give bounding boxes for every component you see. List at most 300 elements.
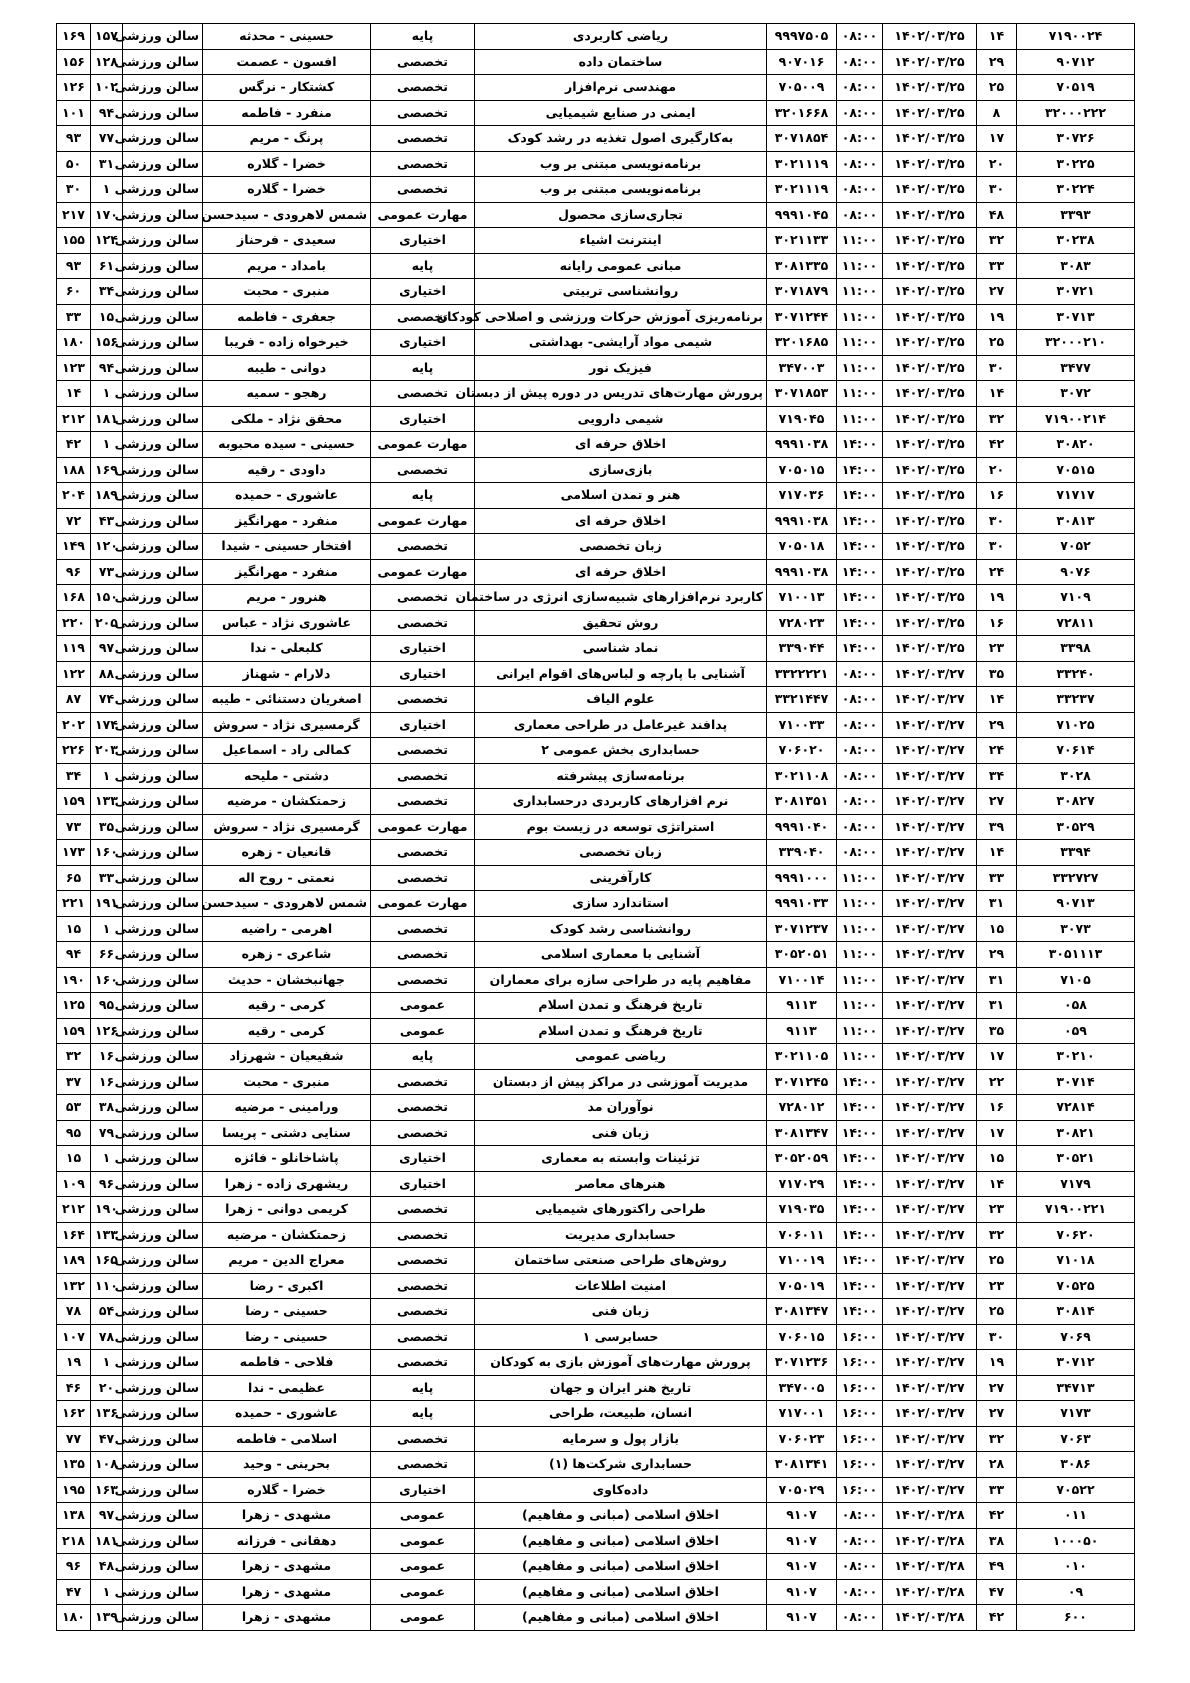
exam-hall-cell: سالن ورزشی [123, 967, 203, 993]
seat-end-cell: ۱۶۴ [57, 1222, 91, 1248]
course-type-cell: اختیاری [371, 330, 475, 356]
student-count-cell: ۸ [977, 100, 1017, 126]
course-title-cell: اینترنت اشیاء [475, 228, 767, 254]
exam-date-cell: ۱۴۰۲/۰۳/۲۵ [883, 304, 977, 330]
exam-time-cell: ۰۸:۰۰ [837, 126, 883, 152]
exam-hall-cell: سالن ورزشی [123, 916, 203, 942]
instructor-cell: معراج الدین - مریم [203, 1248, 371, 1274]
exam-hall-cell: سالن ورزشی [123, 661, 203, 687]
group-code-cell: ۷۰۶۲۰ [1017, 1222, 1135, 1248]
course-code-cell: ۷۰۶۰۱۵ [767, 1324, 837, 1350]
exam-hall-cell: سالن ورزشی [123, 49, 203, 75]
seat-end-cell: ۲۱۲ [57, 406, 91, 432]
group-code-cell: ۳۰۷۱۲ [1017, 1350, 1135, 1376]
course-type-cell: تخصصی [371, 1095, 475, 1121]
group-code-cell: ۳۰۲۳۸ [1017, 228, 1135, 254]
instructor-cell: عظیمی - ندا [203, 1375, 371, 1401]
exam-time-cell: ۱۱:۰۰ [837, 891, 883, 917]
exam-date-cell: ۱۴۰۲/۰۳/۲۷ [883, 993, 977, 1019]
student-count-cell: ۴۲ [977, 432, 1017, 458]
course-code-cell: ۳۰۸۱۳۴۷ [767, 1299, 837, 1325]
course-code-cell: ۳۰۷۱۲۳۷ [767, 916, 837, 942]
seat-end-cell: ۹۴ [57, 942, 91, 968]
group-code-cell: ۹۰۷۱۲ [1017, 49, 1135, 75]
exam-date-cell: ۱۴۰۲/۰۳/۲۷ [883, 1350, 977, 1376]
seat-end-cell: ۱۳۸ [57, 1503, 91, 1529]
seat-start-cell: ۱۲۰ [91, 534, 123, 560]
exam-date-cell: ۱۴۰۲/۰۳/۲۵ [883, 534, 977, 560]
course-code-cell: ۹۱۰۷ [767, 1579, 837, 1605]
seat-start-cell: ۵۴ [91, 1299, 123, 1325]
group-code-cell: ۷۱۹۰۰۲۱۴ [1017, 406, 1135, 432]
exam-schedule-table [56, 23, 1135, 1631]
instructor-cell: شمس لاهرودی - سیدحسن [203, 202, 371, 228]
seat-end-cell: ۱۲۶ [57, 75, 91, 101]
course-type-cell: تخصصی [371, 1350, 475, 1376]
instructor-cell: مشهدی - زهرا [203, 1579, 371, 1605]
course-title-cell: آشنایی با پارچه و لباس‌های اقوام ایرانی [475, 661, 767, 687]
exam-date-cell: ۱۴۰۲/۰۳/۲۷ [883, 712, 977, 738]
instructor-cell: اصغریان دستنائی - طیبه [203, 687, 371, 713]
course-type-cell: مهارت عمومی [371, 202, 475, 228]
course-code-cell: ۳۲۰۱۶۶۸ [767, 100, 837, 126]
course-type-cell: تخصصی [371, 1069, 475, 1095]
course-type-cell: تخصصی [371, 126, 475, 152]
exam-time-cell: ۰۸:۰۰ [837, 100, 883, 126]
course-type-cell: تخصصی [371, 100, 475, 126]
table-row [57, 636, 1135, 662]
student-count-cell: ۳۰ [977, 177, 1017, 203]
seat-end-cell: ۱۴۹ [57, 534, 91, 560]
exam-date-cell: ۱۴۰۲/۰۳/۲۵ [883, 279, 977, 305]
exam-hall-cell: سالن ورزشی [123, 1018, 203, 1044]
exam-date-cell: ۱۴۰۲/۰۳/۲۷ [883, 1273, 977, 1299]
student-count-cell: ۲۹ [977, 49, 1017, 75]
exam-date-cell: ۱۴۰۲/۰۳/۲۵ [883, 202, 977, 228]
course-code-cell: ۷۰۶۰۲۰ [767, 738, 837, 764]
course-title-cell: ریاضی کاربردی [475, 24, 767, 50]
course-title-cell: انسان، طبیعت، طراحی [475, 1401, 767, 1427]
seat-end-cell: ۱۶۹ [57, 24, 91, 50]
course-title-cell: پدافند غیرعامل در طراحی معماری [475, 712, 767, 738]
group-code-cell: ۳۳۹۸ [1017, 636, 1135, 662]
instructor-cell: حسینی - محدثه [203, 24, 371, 50]
exam-hall-cell: سالن ورزشی [123, 304, 203, 330]
seat-end-cell: ۳۷ [57, 1069, 91, 1095]
seat-end-cell: ۱۸۰ [57, 1605, 91, 1631]
exam-hall-cell: سالن ورزشی [123, 1069, 203, 1095]
instructor-cell: مشهدی - زهرا [203, 1503, 371, 1529]
instructor-cell: گرمسیری نژاد - سروش [203, 712, 371, 738]
seat-start-cell: ۸۸ [91, 661, 123, 687]
course-code-cell: ۹۹۹۱۰۴۰ [767, 814, 837, 840]
instructor-cell: خضرا - گلاره [203, 1477, 371, 1503]
table-row [57, 49, 1135, 75]
seat-start-cell: ۱۲۸ [91, 49, 123, 75]
seat-end-cell: ۱۰۷ [57, 1324, 91, 1350]
student-count-cell: ۱۶ [977, 483, 1017, 509]
course-type-cell: اختیاری [371, 406, 475, 432]
student-count-cell: ۱۴ [977, 1171, 1017, 1197]
seat-end-cell: ۵۰ [57, 151, 91, 177]
group-code-cell: ۳۰۸۶ [1017, 1452, 1135, 1478]
course-title-cell: هنر و تمدن اسلامی [475, 483, 767, 509]
exam-date-cell: ۱۴۰۲/۰۳/۲۵ [883, 24, 977, 50]
course-title-cell: اخلاق اسلامی (مبانی و مفاهیم) [475, 1528, 767, 1554]
exam-date-cell: ۱۴۰۲/۰۳/۲۷ [883, 916, 977, 942]
course-title-cell: روانشناسی رشد کودک [475, 916, 767, 942]
exam-time-cell: ۰۸:۰۰ [837, 738, 883, 764]
exam-hall-cell: سالن ورزشی [123, 1503, 203, 1529]
exam-date-cell: ۱۴۰۲/۰۳/۲۸ [883, 1605, 977, 1631]
table-row [57, 1324, 1135, 1350]
table-row [57, 483, 1135, 509]
instructor-cell: زحمتکشان - مرضیه [203, 789, 371, 815]
student-count-cell: ۳۲ [977, 1426, 1017, 1452]
exam-time-cell: ۰۸:۰۰ [837, 75, 883, 101]
student-count-cell: ۱۴ [977, 381, 1017, 407]
course-title-cell: تاریخ فرهنگ و تمدن اسلام [475, 993, 767, 1019]
table-row [57, 406, 1135, 432]
seat-start-cell: ۱۲۴ [91, 228, 123, 254]
seat-start-cell: ۱۶۳ [91, 1477, 123, 1503]
seat-start-cell: ۱۷۰ [91, 202, 123, 228]
seat-end-cell: ۱۵ [57, 916, 91, 942]
group-code-cell: ۳۳۲۴۰ [1017, 661, 1135, 687]
course-title-cell: حسابداری شرکت‌ها (۱) [475, 1452, 767, 1478]
course-title-cell: استاندارد سازی [475, 891, 767, 917]
seat-end-cell: ۵۳ [57, 1095, 91, 1121]
table-row [57, 891, 1135, 917]
exam-date-cell: ۱۴۰۲/۰۳/۲۵ [883, 457, 977, 483]
instructor-cell: کرمی - رقیه [203, 1018, 371, 1044]
seat-end-cell: ۲۰۲ [57, 712, 91, 738]
group-code-cell: ۷۰۵۲۲ [1017, 1477, 1135, 1503]
exam-time-cell: ۱۱:۰۰ [837, 381, 883, 407]
course-code-cell: ۷۱۰۰۱۴ [767, 967, 837, 993]
course-code-cell: ۳۰۸۱۳۵۱ [767, 789, 837, 815]
course-type-cell: عمومی [371, 993, 475, 1019]
course-type-cell: اختیاری [371, 1146, 475, 1172]
table-row [57, 355, 1135, 381]
exam-time-cell: ۰۸:۰۰ [837, 661, 883, 687]
student-count-cell: ۳۰ [977, 355, 1017, 381]
instructor-cell: شفیعیان - شهرزاد [203, 1044, 371, 1070]
group-code-cell: ۰۵۸ [1017, 993, 1135, 1019]
seat-end-cell: ۱۹۰ [57, 967, 91, 993]
exam-time-cell: ۱۴:۰۰ [837, 1273, 883, 1299]
course-title-cell: روانشناسی تربیتی [475, 279, 767, 305]
course-code-cell: ۹۹۹۱۰۰۰ [767, 865, 837, 891]
student-count-cell: ۲۳ [977, 1197, 1017, 1223]
course-type-cell: تخصصی [371, 1248, 475, 1274]
exam-time-cell: ۰۸:۰۰ [837, 177, 883, 203]
course-type-cell: تخصصی [371, 49, 475, 75]
exam-time-cell: ۱۴:۰۰ [837, 534, 883, 560]
course-type-cell: تخصصی [371, 381, 475, 407]
exam-time-cell: ۱۱:۰۰ [837, 253, 883, 279]
exam-date-cell: ۱۴۰۲/۰۳/۲۷ [883, 1044, 977, 1070]
instructor-cell: عاشوری نژاد - عباس [203, 610, 371, 636]
student-count-cell: ۱۷ [977, 1120, 1017, 1146]
table-row [57, 1299, 1135, 1325]
table-row [57, 1120, 1135, 1146]
exam-date-cell: ۱۴۰۲/۰۳/۲۷ [883, 661, 977, 687]
exam-hall-cell: سالن ورزشی [123, 534, 203, 560]
seat-end-cell: ۲۲۶ [57, 738, 91, 764]
group-code-cell: ۹۰۷۶ [1017, 559, 1135, 585]
exam-time-cell: ۱۱:۰۰ [837, 993, 883, 1019]
course-title-cell: برنامه‌سازی پیشرفته [475, 763, 767, 789]
seat-end-cell: ۸۷ [57, 687, 91, 713]
group-code-cell: ۳۰۸۲۱ [1017, 1120, 1135, 1146]
exam-date-cell: ۱۴۰۲/۰۳/۲۷ [883, 763, 977, 789]
instructor-cell: منبری - محبت [203, 1069, 371, 1095]
course-code-cell: ۹۱۰۷ [767, 1554, 837, 1580]
course-code-cell: ۳۰۵۲۰۵۱ [767, 942, 837, 968]
exam-date-cell: ۱۴۰۲/۰۳/۲۵ [883, 636, 977, 662]
table-row [57, 228, 1135, 254]
table-row [57, 942, 1135, 968]
seat-end-cell: ۱۲۲ [57, 661, 91, 687]
course-code-cell: ۷۱۰۰۳۳ [767, 712, 837, 738]
seat-start-cell: ۱۰۲ [91, 75, 123, 101]
course-title-cell: مهندسی نرم‌افزار [475, 75, 767, 101]
table-row [57, 75, 1135, 101]
table-row [57, 1273, 1135, 1299]
group-code-cell: ۳۰۸۱۴ [1017, 1299, 1135, 1325]
exam-time-cell: ۱۶:۰۰ [837, 1401, 883, 1427]
course-code-cell: ۳۳۲۲۲۲۱ [767, 661, 837, 687]
instructor-cell: ورامینی - مرضیه [203, 1095, 371, 1121]
course-type-cell: پایه [371, 24, 475, 50]
seat-start-cell: ۷۳ [91, 559, 123, 585]
exam-hall-cell: سالن ورزشی [123, 177, 203, 203]
exam-hall-cell: سالن ورزشی [123, 406, 203, 432]
instructor-cell: زحمتکشان - مرضیه [203, 1222, 371, 1248]
exam-hall-cell: سالن ورزشی [123, 1375, 203, 1401]
course-type-cell: اختیاری [371, 1171, 475, 1197]
group-code-cell: ۳۰۸۳ [1017, 253, 1135, 279]
seat-end-cell: ۴۷ [57, 1579, 91, 1605]
student-count-cell: ۲۷ [977, 789, 1017, 815]
exam-date-cell: ۱۴۰۲/۰۳/۲۷ [883, 942, 977, 968]
course-type-cell: اختیاری [371, 712, 475, 738]
exam-time-cell: ۱۴:۰۰ [837, 559, 883, 585]
course-code-cell: ۷۰۶۰۲۳ [767, 1426, 837, 1452]
seat-start-cell: ۱۵۶ [91, 330, 123, 356]
exam-date-cell: ۱۴۰۲/۰۳/۲۵ [883, 610, 977, 636]
exam-hall-cell: سالن ورزشی [123, 457, 203, 483]
table-row [57, 1579, 1135, 1605]
instructor-cell: فلاحی - فاطمه [203, 1350, 371, 1376]
course-title-cell: شیمی دارویی [475, 406, 767, 432]
exam-date-cell: ۱۴۰۲/۰۳/۲۵ [883, 330, 977, 356]
instructor-cell: حسینی - سیده محبوبه [203, 432, 371, 458]
student-count-cell: ۲۴ [977, 559, 1017, 585]
seat-start-cell: ۱۸۱ [91, 1528, 123, 1554]
exam-date-cell: ۱۴۰۲/۰۳/۲۵ [883, 381, 977, 407]
exam-date-cell: ۱۴۰۲/۰۳/۲۷ [883, 891, 977, 917]
student-count-cell: ۱۹ [977, 304, 1017, 330]
course-title-cell: بازی‌سازی [475, 457, 767, 483]
course-code-cell: ۳۰۵۲۰۵۹ [767, 1146, 837, 1172]
group-code-cell: ۳۰۲۲۵ [1017, 151, 1135, 177]
exam-schedule-body [57, 24, 1135, 1631]
seat-end-cell: ۱۸۰ [57, 330, 91, 356]
group-code-cell: ۷۱۷۹ [1017, 1171, 1135, 1197]
seat-start-cell: ۱۵۰ [91, 585, 123, 611]
course-title-cell: هنرهای معاصر [475, 1171, 767, 1197]
course-title-cell: اخلاق حرفه ای [475, 508, 767, 534]
seat-start-cell: ۱ [91, 1146, 123, 1172]
group-code-cell: ۷۱۰۲۵ [1017, 712, 1135, 738]
group-code-cell: ۳۴۷۱۳ [1017, 1375, 1135, 1401]
seat-end-cell: ۱۵۹ [57, 1018, 91, 1044]
exam-date-cell: ۱۴۰۲/۰۳/۲۷ [883, 1197, 977, 1223]
course-code-cell: ۷۰۵۰۰۹ [767, 75, 837, 101]
course-code-cell: ۷۱۹۰۴۵ [767, 406, 837, 432]
exam-hall-cell: سالن ورزشی [123, 330, 203, 356]
exam-date-cell: ۱۴۰۲/۰۳/۲۵ [883, 177, 977, 203]
exam-time-cell: ۱۱:۰۰ [837, 916, 883, 942]
student-count-cell: ۳۸ [977, 1528, 1017, 1554]
student-count-cell: ۳۰ [977, 508, 1017, 534]
course-type-cell: عمومی [371, 1554, 475, 1580]
exam-time-cell: ۱۱:۰۰ [837, 1018, 883, 1044]
course-title-cell: شیمی مواد آرایشی- بهداشتی [475, 330, 767, 356]
group-code-cell: ۳۰۷۳ [1017, 916, 1135, 942]
group-code-cell: ۳۲۰۰۰۲۲۲ [1017, 100, 1135, 126]
table-row [57, 534, 1135, 560]
group-code-cell: ۷۱۹۰۰۲۴ [1017, 24, 1135, 50]
exam-time-cell: ۱۴:۰۰ [837, 1146, 883, 1172]
instructor-cell: کمالی راد - اسماعیل [203, 738, 371, 764]
group-code-cell: ۷۱۰۵ [1017, 967, 1135, 993]
course-code-cell: ۷۱۹۰۳۵ [767, 1197, 837, 1223]
student-count-cell: ۲۷ [977, 279, 1017, 305]
exam-hall-cell: سالن ورزشی [123, 126, 203, 152]
student-count-cell: ۱۶ [977, 1095, 1017, 1121]
exam-time-cell: ۱۱:۰۰ [837, 228, 883, 254]
exam-time-cell: ۱۱:۰۰ [837, 304, 883, 330]
exam-hall-cell: سالن ورزشی [123, 381, 203, 407]
seat-end-cell: ۹۳ [57, 253, 91, 279]
course-code-cell: ۹۱۰۷ [767, 1605, 837, 1631]
exam-date-cell: ۱۴۰۲/۰۳/۲۵ [883, 508, 977, 534]
exam-time-cell: ۱۶:۰۰ [837, 1477, 883, 1503]
seat-start-cell: ۱۶۰ [91, 967, 123, 993]
instructor-cell: کرمی - رقیه [203, 993, 371, 1019]
exam-time-cell: ۰۸:۰۰ [837, 712, 883, 738]
course-type-cell: مهارت عمومی [371, 891, 475, 917]
student-count-cell: ۱۴ [977, 24, 1017, 50]
exam-time-cell: ۱۶:۰۰ [837, 1452, 883, 1478]
course-type-cell: تخصصی [371, 942, 475, 968]
group-code-cell: ۳۰۷۲ [1017, 381, 1135, 407]
course-title-cell: اخلاق اسلامی (مبانی و مفاهیم) [475, 1605, 767, 1631]
course-title-cell: برنامه‌نویسی مبتنی بر وب [475, 177, 767, 203]
seat-start-cell: ۴۷ [91, 1426, 123, 1452]
group-code-cell: ۶۰۰ [1017, 1605, 1135, 1631]
exam-hall-cell: سالن ورزشی [123, 865, 203, 891]
course-type-cell: تخصصی [371, 1452, 475, 1478]
exam-date-cell: ۱۴۰۲/۰۳/۲۵ [883, 406, 977, 432]
group-code-cell: ۷۱۰۱۸ [1017, 1248, 1135, 1274]
exam-time-cell: ۰۸:۰۰ [837, 814, 883, 840]
instructor-cell: اسلامی - فاطمه [203, 1426, 371, 1452]
exam-hall-cell: سالن ورزشی [123, 1095, 203, 1121]
instructor-cell: کلبعلی - ندا [203, 636, 371, 662]
course-code-cell: ۳۰۲۱۱۰۵ [767, 1044, 837, 1070]
student-count-cell: ۱۵ [977, 916, 1017, 942]
group-code-cell: ۷۰۶۳ [1017, 1426, 1135, 1452]
seat-end-cell: ۴۶ [57, 1375, 91, 1401]
student-count-cell: ۲۵ [977, 75, 1017, 101]
exam-date-cell: ۱۴۰۲/۰۳/۲۵ [883, 585, 977, 611]
instructor-cell: دوانی - طیبه [203, 355, 371, 381]
student-count-cell: ۲۵ [977, 330, 1017, 356]
course-code-cell: ۷۰۵۰۲۹ [767, 1477, 837, 1503]
exam-hall-cell: سالن ورزشی [123, 432, 203, 458]
course-title-cell: تاریخ هنر ایران و جهان [475, 1375, 767, 1401]
table-row [57, 202, 1135, 228]
exam-date-cell: ۱۴۰۲/۰۳/۲۵ [883, 151, 977, 177]
course-code-cell: ۳۰۲۱۱۰۸ [767, 763, 837, 789]
exam-time-cell: ۱۶:۰۰ [837, 1426, 883, 1452]
course-title-cell: زبان فنی [475, 1299, 767, 1325]
exam-date-cell: ۱۴۰۲/۰۳/۲۷ [883, 1299, 977, 1325]
exam-time-cell: ۰۸:۰۰ [837, 1605, 883, 1631]
exam-hall-cell: سالن ورزشی [123, 24, 203, 50]
course-code-cell: ۹۱۱۳ [767, 993, 837, 1019]
course-title-cell: فیزیک نور [475, 355, 767, 381]
seat-start-cell: ۱ [91, 177, 123, 203]
exam-hall-cell: سالن ورزشی [123, 1528, 203, 1554]
course-code-cell: ۷۰۵۰۱۸ [767, 534, 837, 560]
course-title-cell: پرورش مهارت‌های آموزش بازی به کودکان [475, 1350, 767, 1376]
seat-end-cell: ۱۵۹ [57, 789, 91, 815]
table-row [57, 279, 1135, 305]
table-row [57, 814, 1135, 840]
course-code-cell: ۹۹۹۱۰۳۸ [767, 559, 837, 585]
table-row [57, 1350, 1135, 1376]
course-type-cell: پایه [371, 355, 475, 381]
group-code-cell: ۳۰۵۲۱ [1017, 1146, 1135, 1172]
instructor-cell: منفرد - فاطمه [203, 100, 371, 126]
group-code-cell: ۳۲۰۰۰۲۱۰ [1017, 330, 1135, 356]
exam-date-cell: ۱۴۰۲/۰۳/۲۷ [883, 1120, 977, 1146]
group-code-cell: ۷۰۶۹ [1017, 1324, 1135, 1350]
course-code-cell: ۹۹۹۱۰۳۸ [767, 508, 837, 534]
instructor-cell: خضرا - گلاره [203, 177, 371, 203]
table-row [57, 610, 1135, 636]
exam-time-cell: ۱۴:۰۰ [837, 636, 883, 662]
seat-end-cell: ۱۲۳ [57, 355, 91, 381]
course-title-cell: اخلاق اسلامی (مبانی و مفاهیم) [475, 1579, 767, 1605]
course-title-cell: تجاری‌سازی محصول [475, 202, 767, 228]
seat-start-cell: ۹۷ [91, 1503, 123, 1529]
exam-hall-cell: سالن ورزشی [123, 1605, 203, 1631]
table-row [57, 1375, 1135, 1401]
course-type-cell: تخصصی [371, 1222, 475, 1248]
course-type-cell: عمومی [371, 1528, 475, 1554]
exam-hall-cell: سالن ورزشی [123, 253, 203, 279]
exam-hall-cell: سالن ورزشی [123, 559, 203, 585]
exam-hall-cell: سالن ورزشی [123, 1477, 203, 1503]
group-code-cell: ۷۱۰۹ [1017, 585, 1135, 611]
exam-date-cell: ۱۴۰۲/۰۳/۲۷ [883, 1069, 977, 1095]
